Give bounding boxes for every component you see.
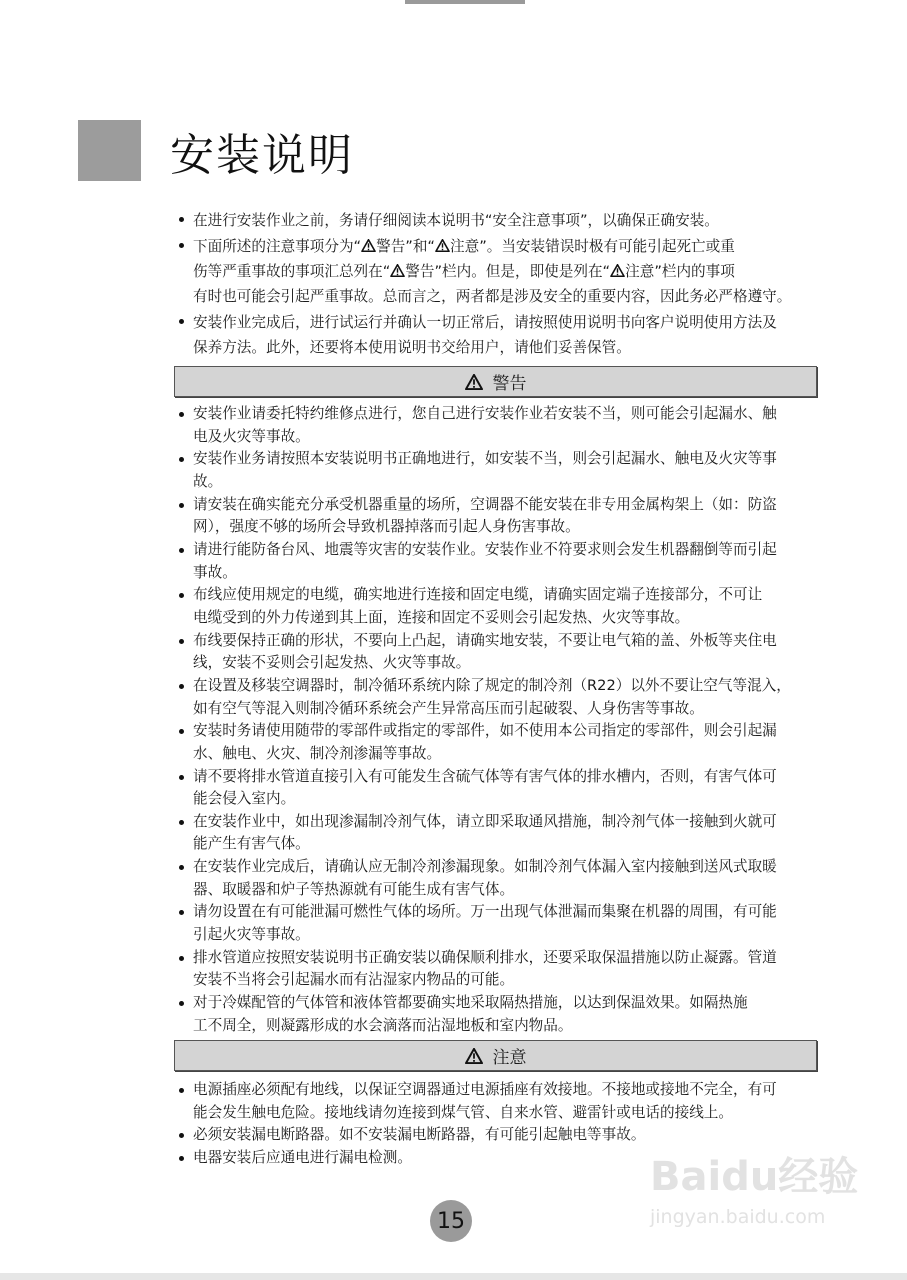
list-item [176, 811, 821, 856]
list-item [176, 1079, 821, 1124]
line: 布线应使用规定的电缆，确实地进行连接和固定电缆，请确实固定端子连接部分，不可让 [193, 586, 763, 604]
page-title: 安装说明 [170, 130, 354, 181]
line: 安装不当将会引起漏水而有沾湿家内物品的可能。 [193, 971, 515, 989]
list-item [176, 403, 821, 448]
line: 如有空气等混入则制冷循环系统会产生异常高压而引起破裂、人身伤害等事故。 [193, 699, 704, 717]
line: 安装作业完成后，进行试运行并确认一切正常后，请按照使用说明书向客户说明使用方法及 [193, 314, 777, 331]
line: 电源插座必须配有地线，以保证空调器通过电源插座有效接地。不接地或接地不完全，有可 [193, 1081, 777, 1098]
line: 在安装作业完成后，请确认应无制冷剂渗漏现象。如制冷剂气体漏入室内接触到送风式取暖 [193, 858, 777, 876]
line: 电及火灾等事故。 [193, 427, 310, 445]
line [193, 234, 821, 259]
list-item [176, 584, 821, 629]
list-item [176, 208, 821, 233]
line: 能产生有害气体。 [193, 835, 310, 853]
line: 引起火灾等事故。 [193, 926, 310, 944]
text: 警告”栏内。但是，即使是列在“ [405, 263, 611, 280]
line: 线，安装不妥则会引起发热、火灾等事故。 [193, 654, 471, 672]
caution-banner [174, 1040, 817, 1071]
caution-heading: 注意 [492, 1048, 527, 1068]
list-item [176, 494, 821, 539]
line: 安装作业务请按照本安装说明书正确地进行，如安装不当，则会引起漏水、触电及火灾等事 [193, 450, 777, 468]
warning-icon [610, 264, 625, 277]
warning-icon [465, 374, 483, 390]
line: 布线要保持正确的形状，不要向上凸起，请确实地安装，不要让电气箱的盖、外板等夹住电 [193, 631, 777, 649]
line: 器、取暖器和炉子等热源就有可能生成有害气体。 [193, 880, 515, 898]
page-number: 15 [430, 1200, 472, 1242]
text: 下面所述的注意事项分为“ [193, 238, 362, 255]
text: 注意”。当安装错误时极有可能引起死亡或重 [450, 238, 735, 255]
line: 安装时务请使用随带的零部件或指定的零部件，如不使用本公司指定的零部件，则会引起漏 [193, 722, 777, 740]
line: 能会发生触电危险。接地线请勿连接到煤气管、自来水管、避雷针或电话的接线上。 [193, 1103, 733, 1121]
line: 对于冷媒配管的气体管和液体管都要确实地采取隔热措施，以达到保温效果。如隔热施 [193, 994, 748, 1012]
line: 工不周全，则凝露形成的水会滴落而沾湿地板和室内物品。 [193, 1016, 573, 1034]
line: 安装作业请委托特约维修点进行，您自己进行安装作业若安装不当，则可能会引起漏水、触 [193, 405, 777, 422]
line: 排水管道应按照安装说明书正确安装以确保顺利排水，还要采取保温措施以防止凝露。管道 [193, 948, 777, 966]
line: 有时也可能会引起严重事故。总而言之，两者都是涉及安全的重要内容，因此务必严格遵守。 [193, 288, 792, 305]
list-item [176, 675, 821, 720]
line: 能会侵入室内。 [193, 790, 296, 808]
list-item [176, 234, 821, 309]
line: 在安装作业中，如出现渗漏制冷剂气体，请立即采取通风措施，制冷剂气体一接触到火就可 [193, 812, 777, 830]
list-item [176, 901, 821, 946]
line: 电缆受到的外力传递到其上面，连接和固定不妥则会引起发热、火灾等事故。 [193, 608, 690, 626]
intro-list [176, 208, 821, 361]
bottom-bar [0, 1273, 907, 1280]
line: 网），强度不够的场所会导致机器掉落而引起人身伤害事故。 [193, 518, 580, 536]
warning-heading: 警告 [492, 374, 527, 394]
list-item [176, 856, 821, 901]
line: 水、触电、火灾、制冷剂渗漏等事故。 [193, 744, 442, 762]
section-marker [78, 120, 141, 181]
list-item [176, 630, 821, 675]
text: 伤等严重事故的事项汇总列在“ [193, 263, 391, 280]
warning-icon [465, 1048, 483, 1064]
line: 保养方法。此外，还要将本使用说明书交给用户，请他们妥善保管。 [193, 339, 631, 356]
list-item [176, 448, 821, 493]
warning-banner [174, 366, 817, 397]
list-item [176, 539, 821, 584]
list-item [176, 992, 821, 1037]
line: 请进行能防备台风、地震等灾害的安装作业。安装作业不符要求则会发生机器翻倒等而引起 [193, 540, 777, 558]
warning-icon [435, 239, 450, 252]
list-item [176, 720, 821, 765]
list-item [176, 947, 821, 992]
text: 警告”和“ [376, 238, 435, 255]
text: 注意”栏内的事项 [625, 263, 735, 280]
watermark-logo: Baidu经验 [650, 1154, 859, 1200]
line: 请安装在确实能充分承受机器重量的场所，空调器不能安装在非专用金属构架上（如：防盗 [193, 495, 777, 513]
line: 在设置及移装空调器时，制冷循环系统内除了规定的制冷剂（R22）以外不要让空气等混入， [193, 676, 791, 694]
line: 必须安装漏电断路器。如不安装漏电断路器，有可能引起触电等事故。 [193, 1126, 646, 1144]
line [193, 259, 821, 284]
line: 事故。 [193, 563, 237, 581]
warning-icon [361, 239, 376, 252]
watermark-url: jingyan.baidu.com [650, 1206, 826, 1228]
list-item [176, 1124, 821, 1147]
line: 请不要将排水管道直接引入有可能发生含硫气体等有害气体的排水槽内，否则，有害气体可 [193, 767, 777, 785]
line: 在进行安装作业之前，务请仔细阅读本说明书“安全注意事项”，以确保正确安装。 [193, 212, 719, 229]
line: 故。 [193, 472, 223, 490]
warning-list [176, 403, 821, 1037]
line: 请勿设置在有可能泄漏可燃性气体的场所。万一出现气体泄漏而集聚在机器的周围，有可能 [193, 903, 777, 921]
warning-icon [390, 264, 405, 277]
list-item [176, 310, 821, 360]
list-item [176, 766, 821, 811]
line: 电器安装后应通电进行漏电检测。 [193, 1148, 412, 1166]
top-bar [405, 0, 525, 4]
